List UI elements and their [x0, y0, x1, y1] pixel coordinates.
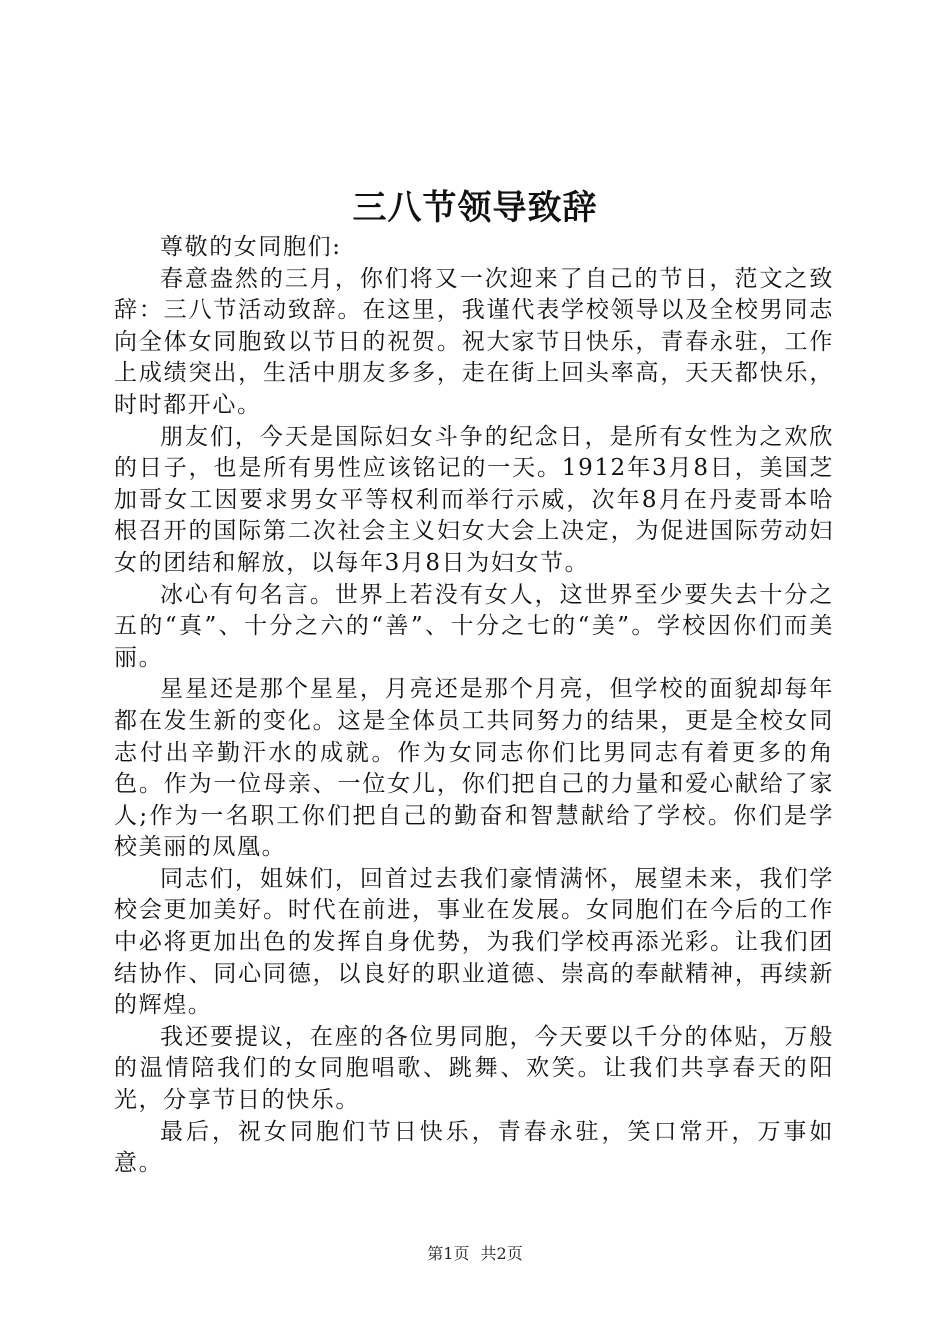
- page-number: 第1页: [427, 1244, 470, 1263]
- paragraph: 我还要提议，在座的各位男同胞，今天要以千分的体贴，万般的温情陪我们的女同胞唱歌、跳舞、欢笑。让我们共享春天的阳光，分享节日的快乐。: [114, 1023, 834, 1114]
- paragraph: 星星还是那个星星，月亮还是那个月亮，但学校的面貌却每年都在发生新的变化。这是全体员工共同努力的结果，更是全校女同志付出辛勤汗水的成就。作为女同志你们比男同志有着更多的角色。作为一位母亲、一位女儿，你们把自己的力量和爱心献给了家人;作为一名职工你们把自己的勤奋和智慧献给了学校。你们是学校美丽的凤凰。: [114, 676, 834, 861]
- salutation: 尊敬的女同胞们:: [160, 234, 342, 260]
- page-footer: [0, 1242, 950, 1266]
- paragraph: 冰心有句名言。世界上若没有女人，这世界至少要失去十分之五的“真”、十分之六的“善”、十分之七的“美”。学校因你们而美丽。: [114, 581, 834, 671]
- document-body: [114, 232, 834, 1180]
- paragraph: 同志们，姐妹们，回首过去我们豪情满怀，展望未来，我们学校会更加美好。时代在前进，事业在发展。女同胞们在今后的工作中必将更加出色的发挥自身优势，为我们学校再添光彩。让我们团结协作、同心同德，以良好的职业道德、崇高的奉献精神，再续新的辉煌。: [114, 865, 834, 1019]
- paragraph: 朋友们，今天是国际妇女斗争的纪念日，是所有女性为之欢欣的日子，也是所有男性应该铭记的一天。1912年3月8日，美国芝加哥女工因要求男女平等权利而举行示威，次年8月在丹麦哥本哈根召开的国际第二次社会主义妇女大会上决定，为促进国际劳动妇女的团结和解放，以每年3月8日为妇女节。: [114, 423, 834, 576]
- paragraph: 春意盎然的三月，你们将又一次迎来了自己的节日，范文之致辞：三八节活动致辞。在这里，我谨代表学校领导以及全校男同志向全体女同胞致以节日的祝贺。祝大家节日快乐，青春永驻，工作上成绩突出，生活中朋友多多，走在街上回头率高，天天都快乐，时时都开心。: [114, 265, 834, 418]
- page-total: 共2页: [480, 1244, 523, 1263]
- document-title: 三八节领导致辞: [352, 188, 598, 228]
- paragraph: 最后，祝女同胞们节日快乐，青春永驻，笑口常开，万事如意。: [114, 1118, 834, 1177]
